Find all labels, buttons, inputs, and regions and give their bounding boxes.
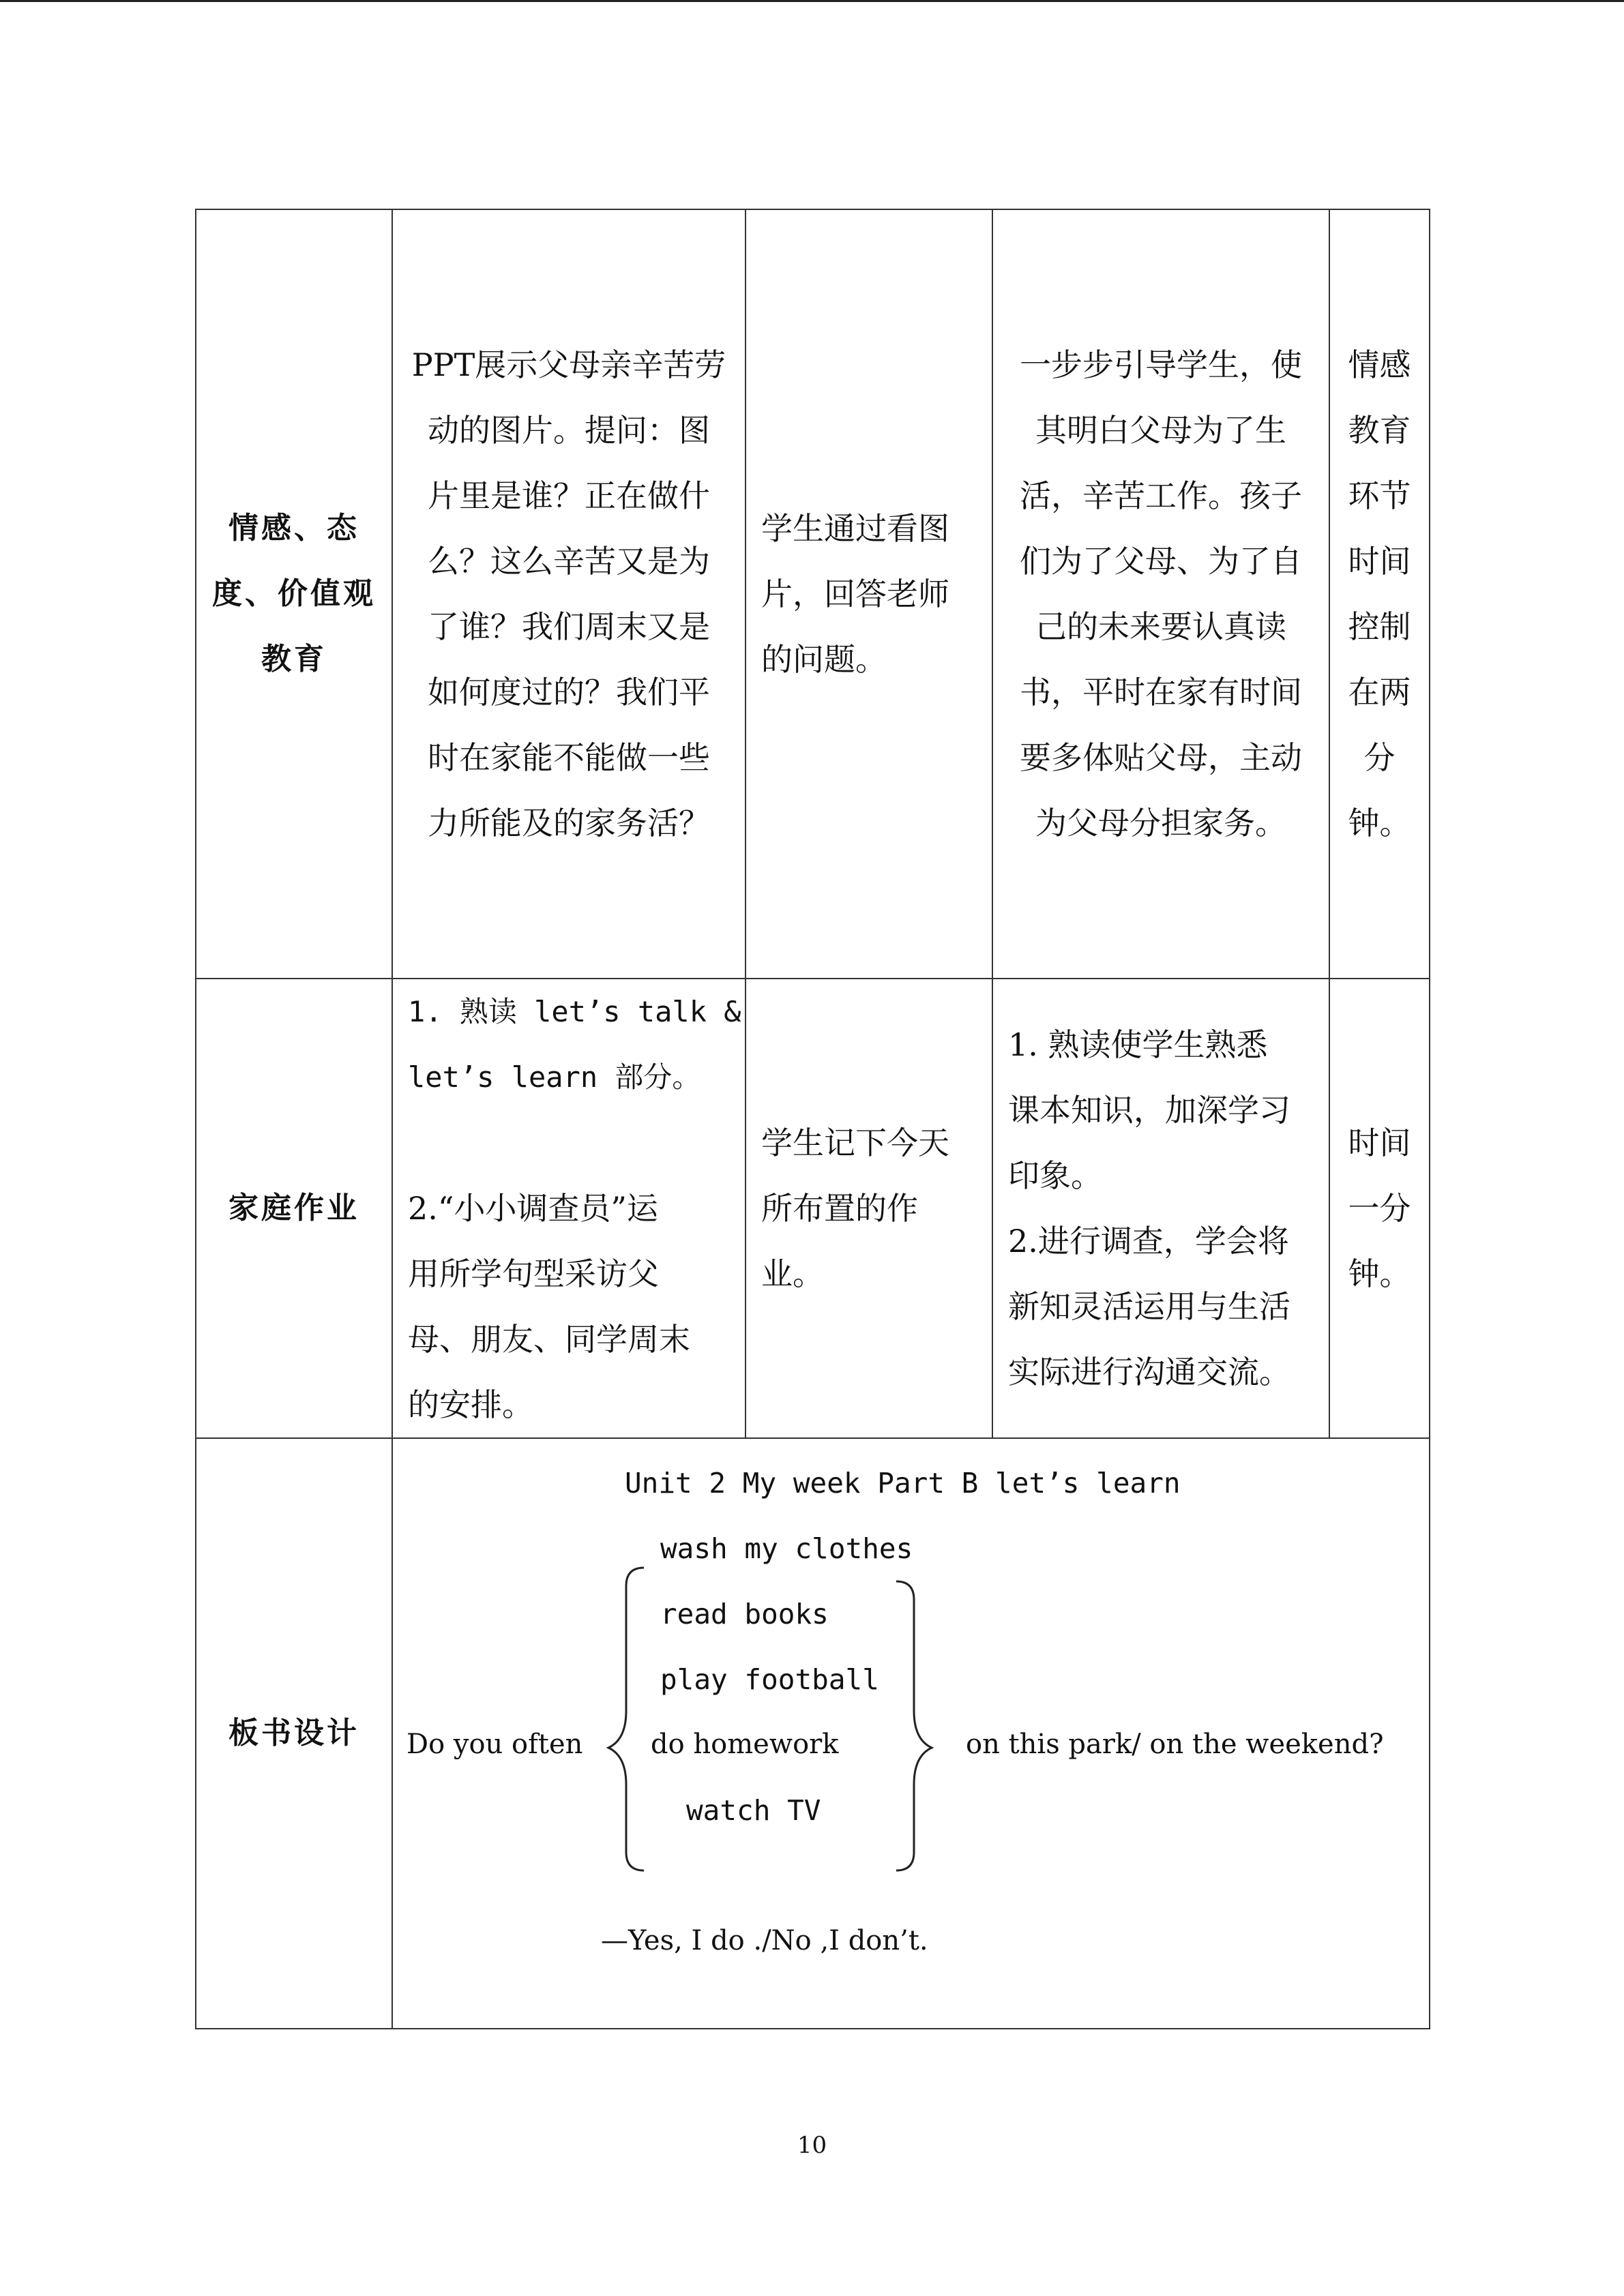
board-question-prefix: Do you often xyxy=(407,1729,583,1760)
homework-purpose-cell: 1. 熟读使学生熟悉 课本知识，加深学习 印象。 2.进行调查，学会将 新知灵活运用与生活 实际进行沟通交流。 xyxy=(992,979,1329,1438)
board-item: play football xyxy=(660,1663,879,1696)
board-question-suffix: on this park/ on the weekend? xyxy=(966,1729,1384,1760)
board-item: watch TV xyxy=(686,1794,821,1827)
left-brace-icon xyxy=(608,1568,644,1870)
table-row-board-design xyxy=(196,1438,1430,2029)
row-label-emotion: 情感、态 度、价值观 教育 xyxy=(196,209,392,979)
brace-graphics xyxy=(393,1440,1624,2027)
design-purpose-cell: 一步步引导学生，使 其明白父母为了生 活，辛苦工作。孩子 们为了父母、为了自 己的未来要认真读 书，平时在家有时间 要多体贴父母，主动 为父母分担家务。 xyxy=(992,209,1329,979)
board-item: do homework xyxy=(651,1729,839,1760)
board-item: wash my clothes xyxy=(660,1532,913,1565)
student-activity-cell: 学生通过看图 片，回答老师 的问题。 xyxy=(745,209,992,979)
homework-student-cell: 学生记下今天 所布置的作 业。 xyxy=(745,979,992,1438)
row-label-board: 板书设计 xyxy=(196,1438,392,2029)
board-answer: —Yes, I do ./No ,I don’t. xyxy=(601,1925,928,1956)
board-layout xyxy=(393,1440,1429,2027)
homework-time-cell: 时间 一分 钟。 xyxy=(1329,979,1430,1438)
page-number: 10 xyxy=(797,2132,827,2159)
board-item: read books xyxy=(660,1598,829,1630)
right-brace-icon xyxy=(896,1581,932,1870)
lesson-plan-table xyxy=(195,209,1430,2029)
time-cell: 情感 教育 环节 时间 控制 在两 分 钟。 xyxy=(1329,209,1430,979)
board-title: Unit 2 My week Part B let’s learn xyxy=(625,1467,1181,1500)
table-row-homework xyxy=(196,979,1430,1438)
page-top-border xyxy=(0,0,1624,2)
row-label-homework: 家庭作业 xyxy=(196,979,392,1438)
teacher-activity-cell: PPT展示父母亲辛苦劳 动的图片。提问：图 片里是谁？正在做什 么？这么辛苦又是为 了谁？我们周末又是 如何度过的？我们平 时在家能不能做一些 力所能及的家务活？ xyxy=(392,209,745,979)
board-design-cell xyxy=(392,1438,1430,2029)
homework-teacher-cell: 1. 熟读 let’s talk & let’s learn 部分。 2.“小小调查员”运 用所学句型采访父 母、朋友、同学周末 的安排。 xyxy=(392,979,745,1438)
table-row-emotion xyxy=(196,209,1430,979)
